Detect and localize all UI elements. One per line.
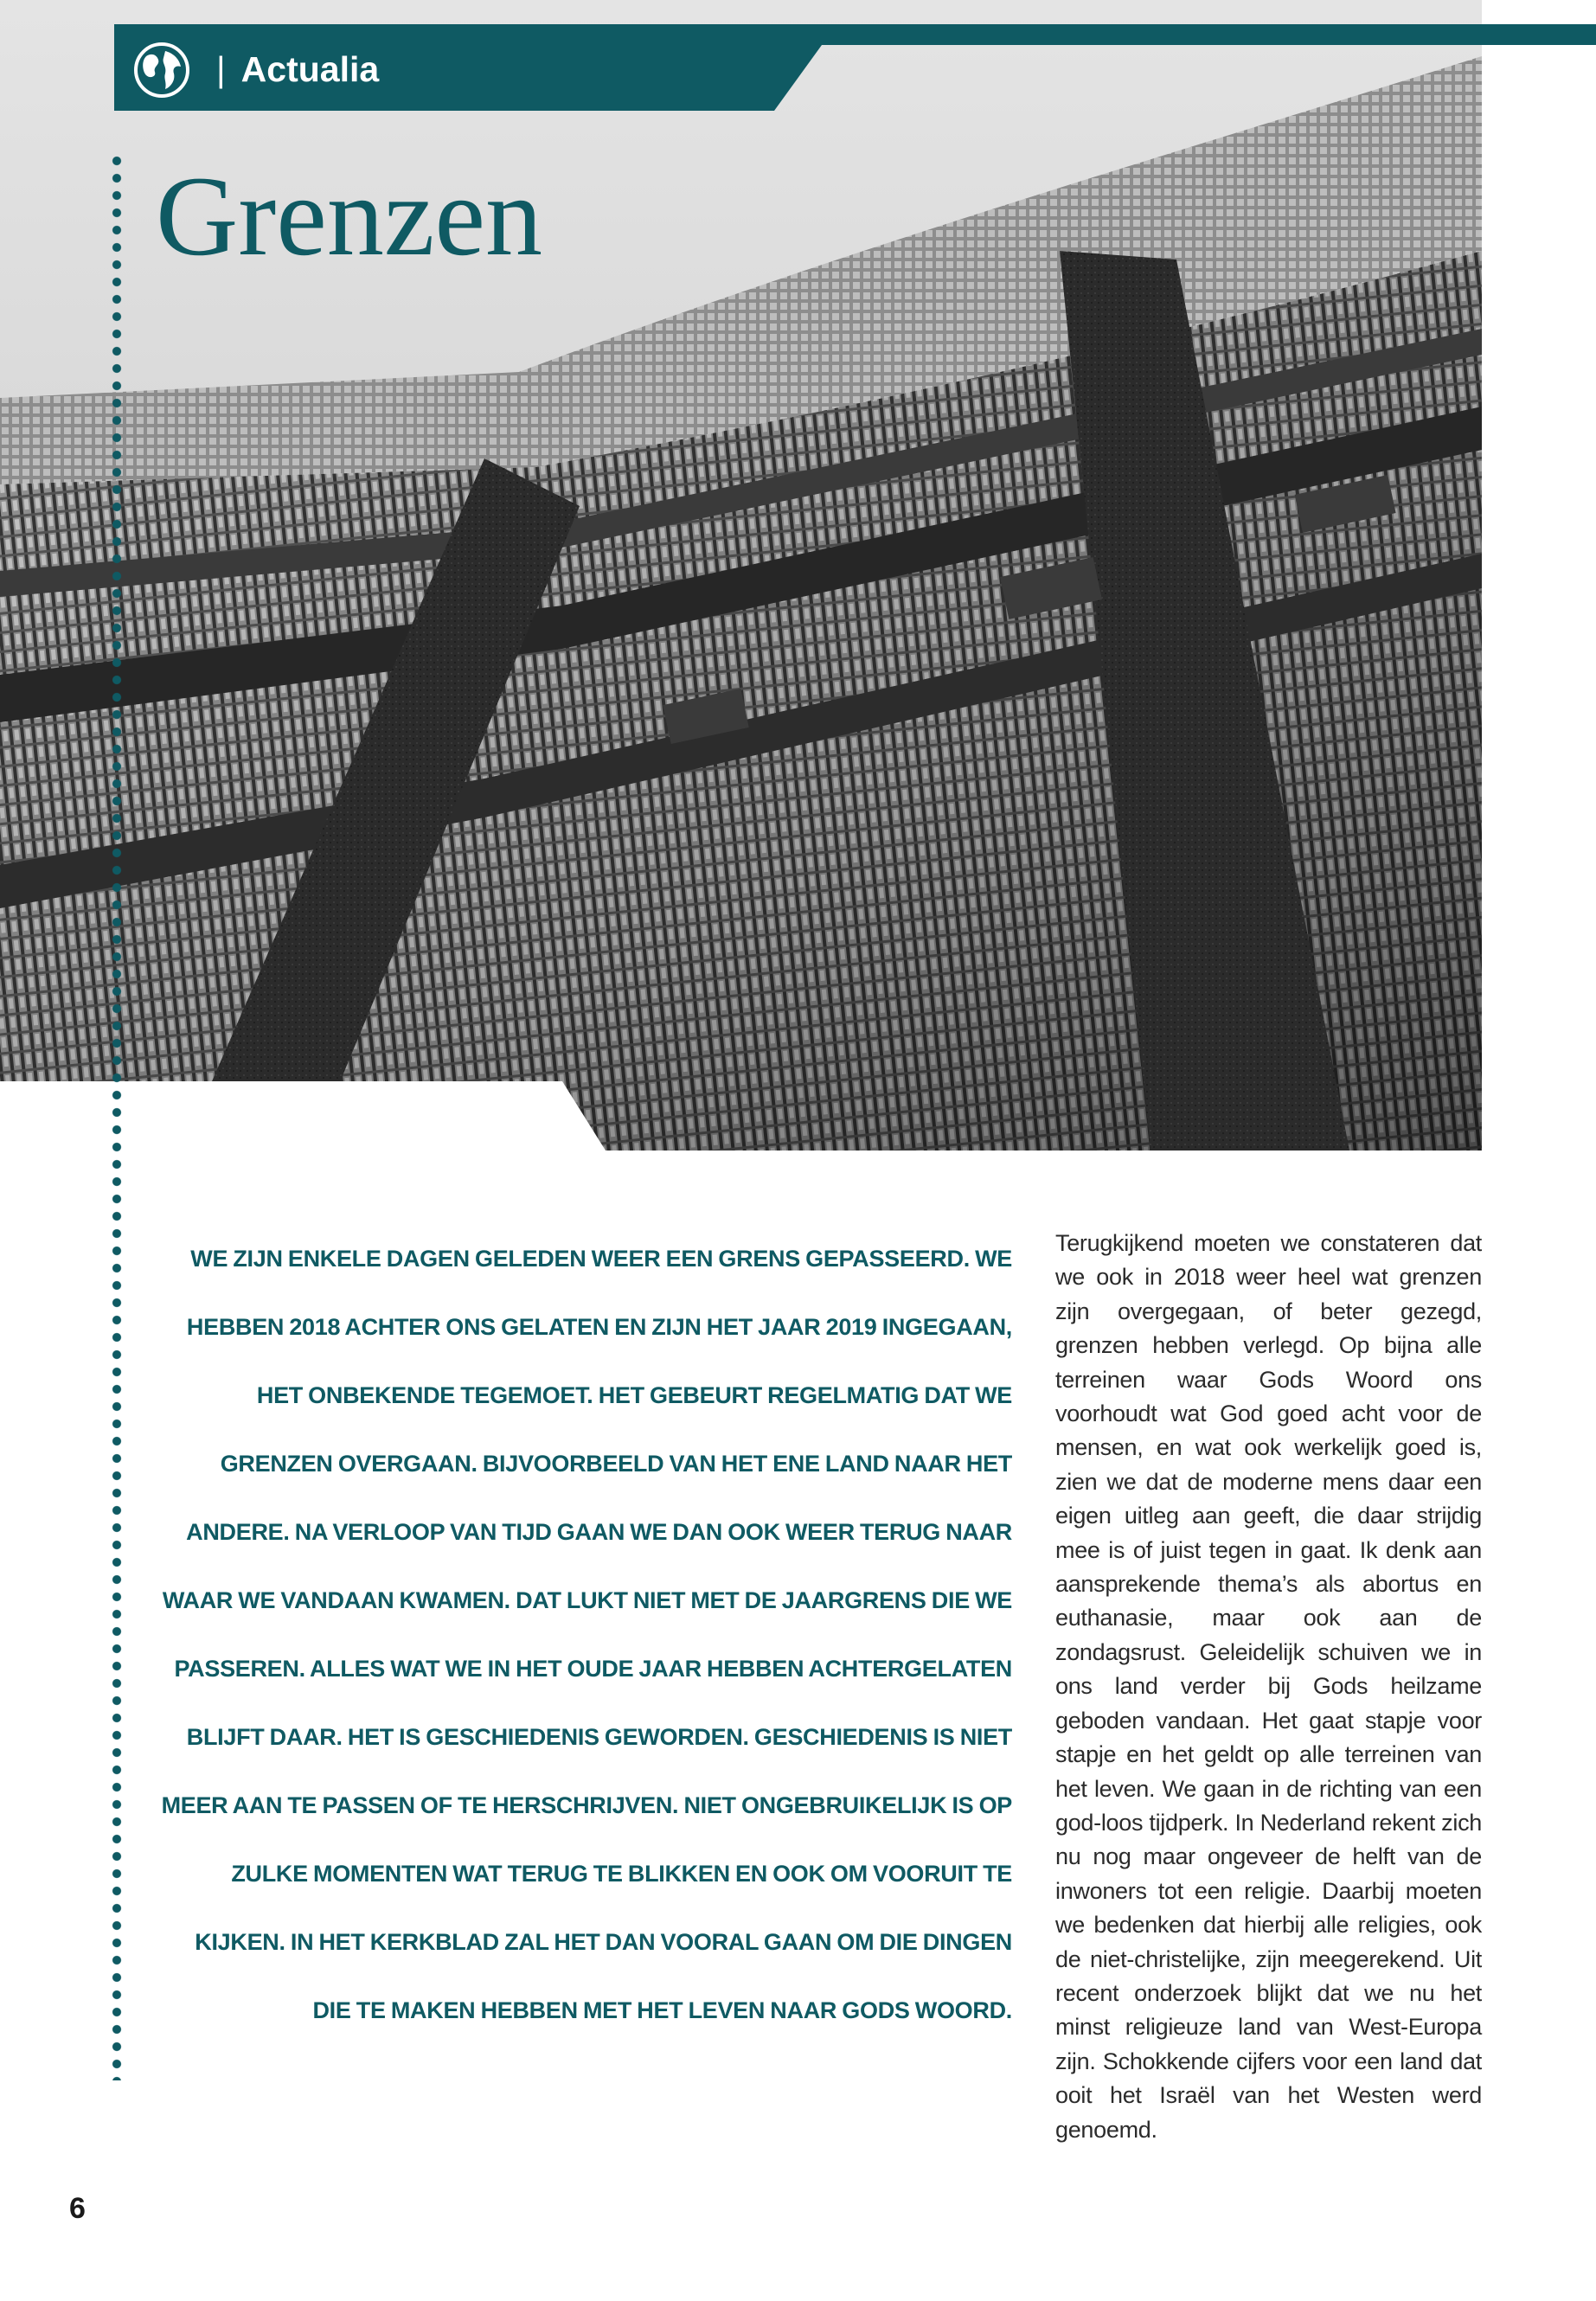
section-label	[216, 43, 379, 95]
article-body: Terugkijkend moeten we constateren dat we ook in 2018 weer heel wat grenzen zijn overgegaan, of beter gezegd, grenzen hebben verlegd. Op bijna alle terreinen waar Gods Woord ons voorhoudt wat God goed acht voor de mensen, en wat ook werkelijk goed is, zien we dat de moderne mens daar een eigen uitleg aan geeft, die daar strijdig mee is of juist tegen in gaat. Ik denk aan aansprekende thema’s als abortus en euthanasie, maar ook aan de zondagsrust. Geleidelijk schuiven we in ons land verder bij Gods heilzame geboden vandaan. Het gaat stapje voor stapje en het geldt op alle terreinen van het leven. We gaan in de richting van een god-loos tijdperk. In Nederland rekent zich nu nog maar ongeveer de helft van de inwoners tot een religie. Daarbij moeten we bedenken dat hierbij alle religies, ook de niet-christelijke, zijn meegerekend. Uit recent onderzoek blijkt dat we nu het minst religieuze land van West-Europa zijn. Schokkende cijfers voor een land dat ooit het Israël van het Westen werd genoemd.	[1055, 1230, 1482, 2143]
globe-icon	[132, 41, 191, 99]
article-title: Grenzen	[156, 152, 543, 279]
article-intro: WE ZIJN ENKELE DAGEN GELEDEN WEER EEN GRENS GEPASSEERD. WE HEBBEN 2018 ACHTER ONS GELATEN EN ZIJN HET JAAR 2019 INGEGAAN, HET ONBEKENDE TEGEMOET. HET GEBEURT REGELMATIG DAT WE GRENZEN OVERGAAN. BIJVOORBEELD VAN HET ENE LAND NAAR HET ANDERE. NA VERLOOP VAN TIJD GAAN WE DAN OOK WEER TERUG NAAR WAAR WE VANDAAN KWAMEN. DAT LUKT NIET MET DE JAARGRENS DIE WE PASSEREN. ALLES WAT WE IN HET OUDE JAAR HEBBEN ACHTERGELATEN BLIJFT DAAR. HET IS GESCHIEDENIS GEWORDEN. GESCHIEDENIS IS NIET MEER AAN TE PASSEN OF TE HERSCHRIJVEN. NIET ONGEBRUIKELIJK IS OP ZULKE MOMENTEN WAT TERUG TE BLIKKEN EN OOK OM VOORUIT TE KIJKEN. IN HET KERKBLAD ZAL HET DAN VOORAL GAAN OM DIE DINGEN DIE TE MAKEN HEBBEN MET HET LEVEN NAAR GODS WOORD.	[161, 1246, 1012, 2023]
page-number: 6	[69, 2192, 86, 2225]
dotted-divider	[112, 156, 122, 2080]
section-label-text: Actualia	[240, 49, 380, 89]
section-separator: |	[216, 49, 226, 89]
